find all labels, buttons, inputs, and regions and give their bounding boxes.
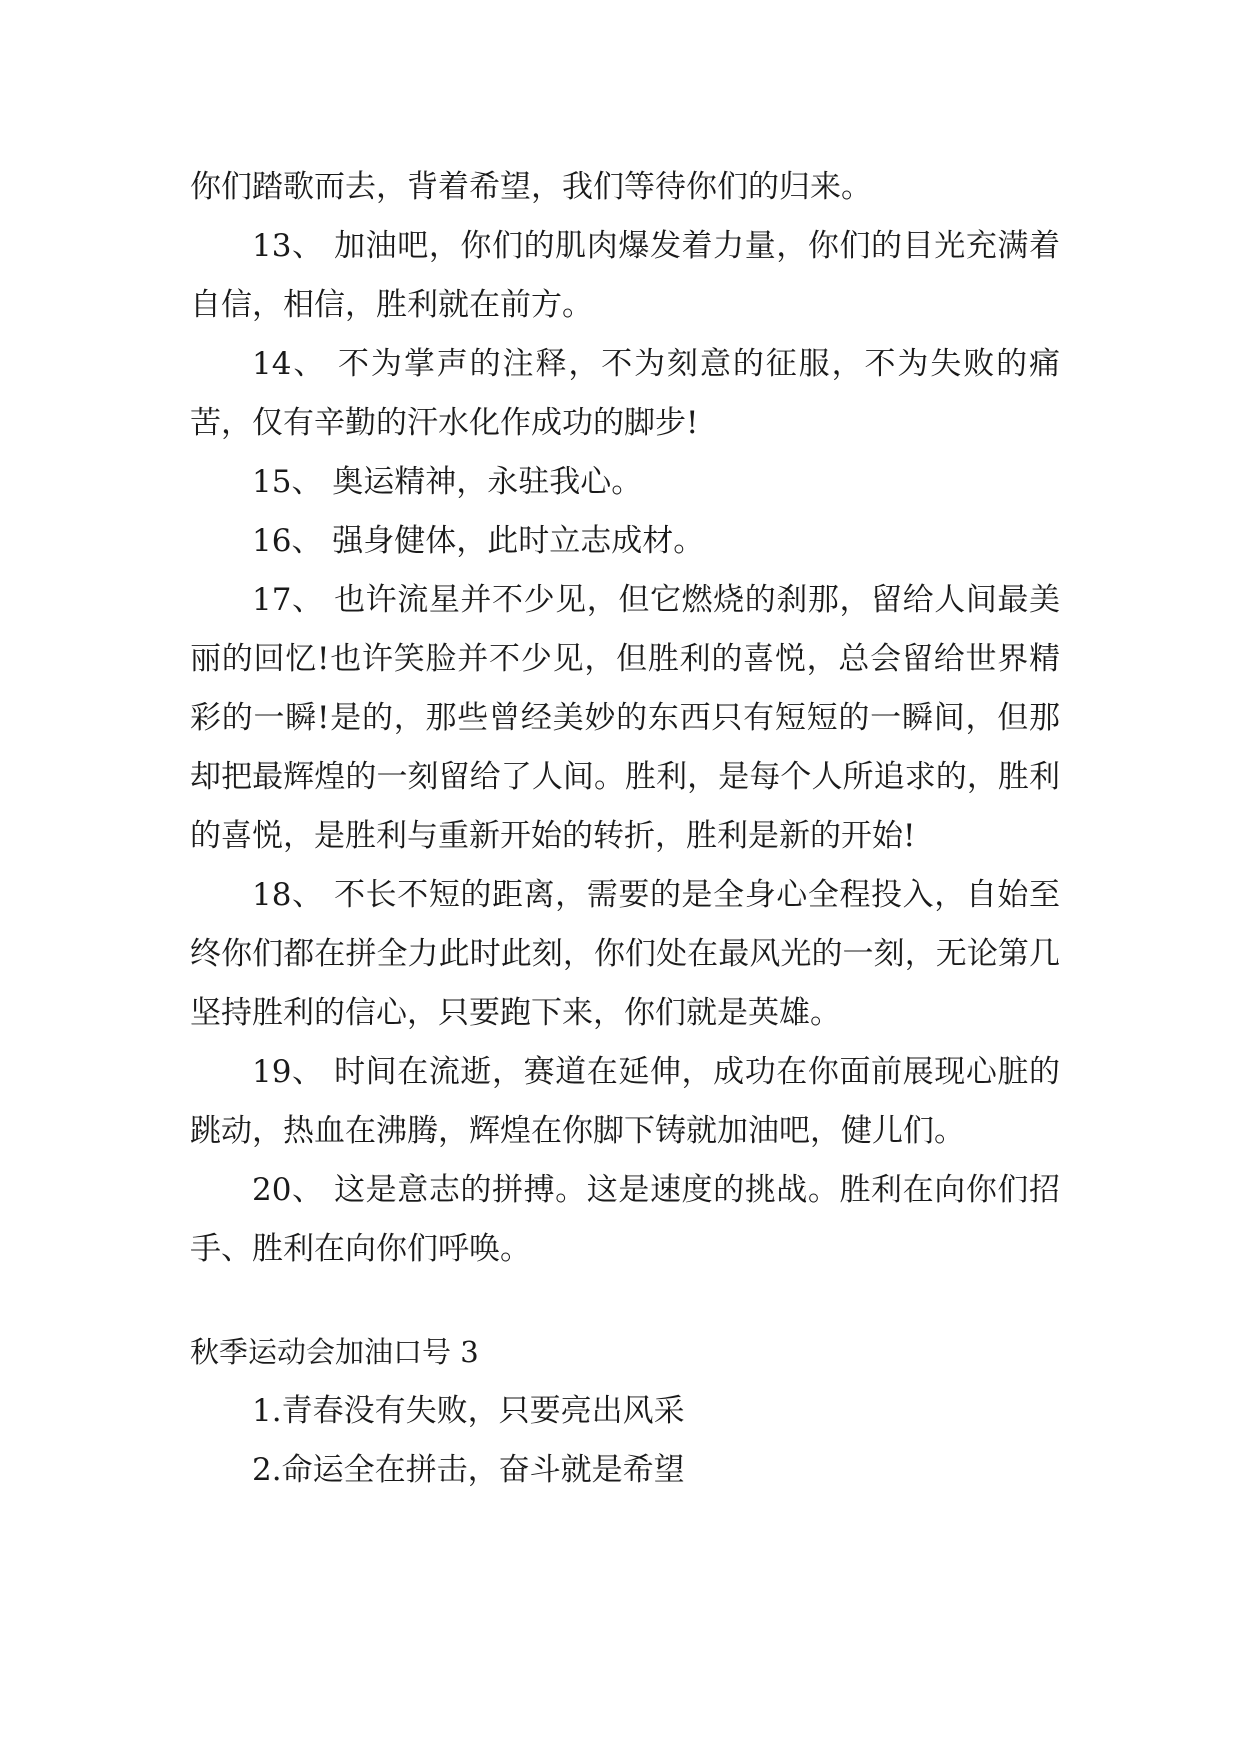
slogan-18 xyxy=(190,866,1060,1043)
slogan-text: 时间在流逝，赛道在延伸，成功在你面前展现心脏的跳动，热血在沸腾，辉煌在你脚下铸就加油吧，健儿们。 xyxy=(190,1054,1060,1149)
slogan-text: 奥运精神，永驻我心。 xyxy=(322,464,643,500)
slogan-number: 18、 xyxy=(252,877,324,913)
slogan-13 xyxy=(190,217,1060,335)
document-page xyxy=(190,158,1060,1500)
slogan-16 xyxy=(190,512,1060,571)
slogan-text: 强身健体，此时立志成材。 xyxy=(322,523,705,559)
slogan-15 xyxy=(190,453,1060,512)
slogan-20 xyxy=(190,1161,1060,1279)
section-item-1: 1.青春没有失败，只要亮出风采 xyxy=(252,1393,685,1429)
slogan-number: 15、 xyxy=(252,464,323,500)
slogan-text: 这是意志的拼搏。这是速度的挑战。胜利在向你们招手、胜利在向你们呼唤。 xyxy=(190,1172,1060,1267)
slogan-text: 加油吧，你们的肌肉爆发着力量，你们的目光充满着自信，相信，胜利就在前方。 xyxy=(190,228,1060,323)
slogan-17 xyxy=(190,571,1060,866)
slogan-number: 17、 xyxy=(252,582,324,618)
section-gap xyxy=(190,1279,1060,1323)
slogan-text: 不长不短的距离，需要的是全身心全程投入，自始至终你们都在拼全力此时此刻，你们处在最风光的一刻，无论第几坚持胜利的信心，只要跑下来，你们就是英雄。 xyxy=(190,877,1060,1031)
slogan-text: 也许流星并不少见，但它燃烧的刹那，留给人间最美丽的回忆!也许笑脸并不少见，但胜利的喜悦，总会留给世界精彩的一瞬!是的，那些曾经美妙的东西只有短短的一瞬间，但那却把最辉煌的一刻留给了人间。胜利，是每个人所追求的，胜利的喜悦，是胜利与重新开始的转折，胜利是新的开始! xyxy=(190,582,1060,854)
slogan-number: 13、 xyxy=(252,228,324,264)
slogan-number: 14、 xyxy=(252,346,327,382)
opening-line: 你们踏歌而去，背着希望，我们等待你们的归来。 xyxy=(190,169,872,205)
slogan-19 xyxy=(190,1043,1060,1161)
slogan-number: 19、 xyxy=(252,1054,324,1090)
slogan-number: 16、 xyxy=(252,523,323,559)
slogan-number: 20、 xyxy=(252,1172,324,1208)
section-item-2: 2.命运全在拼击，奋斗就是希望 xyxy=(252,1452,685,1488)
slogan-14 xyxy=(190,335,1060,453)
slogan-text: 不为掌声的注释，不为刻意的征服，不为失败的痛苦，仅有辛勤的汗水化作成功的脚步! xyxy=(190,346,1060,441)
section-heading: 秋季运动会加油口号 3 xyxy=(190,1335,479,1369)
